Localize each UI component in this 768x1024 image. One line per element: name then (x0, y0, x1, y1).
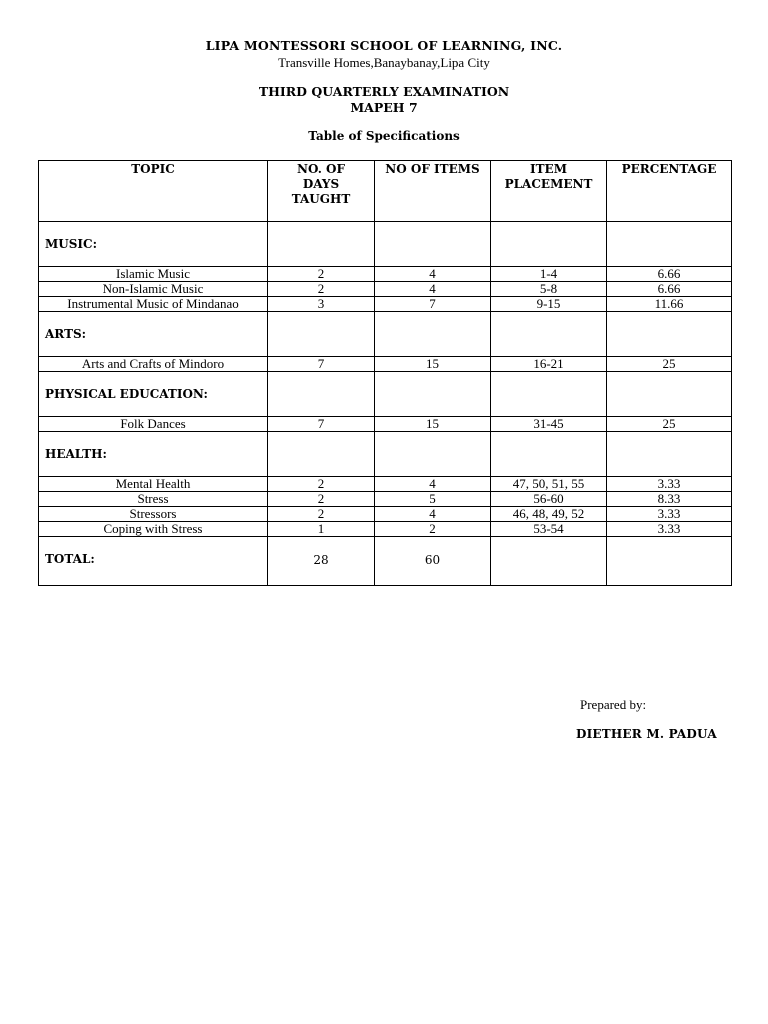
header-days-taught (268, 161, 375, 222)
category-label: MUSIC: (39, 222, 268, 267)
days-cell: 2 (268, 282, 375, 297)
category-row (39, 312, 732, 357)
items-cell: 15 (375, 357, 491, 372)
percentage-cell: 3.33 (607, 522, 732, 537)
items-cell: 2 (375, 522, 491, 537)
days-cell: 2 (268, 507, 375, 522)
header-percentage: PERCENTAGE (607, 161, 732, 222)
placement-cell: 53-54 (491, 522, 607, 537)
table-row (39, 492, 732, 507)
total-label: TOTAL: (39, 537, 268, 586)
days-cell: 1 (268, 522, 375, 537)
topic-cell: Stressors (39, 507, 268, 522)
header-item-placement (491, 161, 607, 222)
total-row (39, 537, 732, 586)
topic-cell: Mental Health (39, 477, 268, 492)
table-row (39, 477, 732, 492)
items-cell: 4 (375, 267, 491, 282)
topic-cell: Non-Islamic Music (39, 282, 268, 297)
category-row (39, 222, 732, 267)
table-header-row (39, 161, 732, 222)
table-row (39, 417, 732, 432)
category-label: ARTS: (39, 312, 268, 357)
topic-cell: Coping with Stress (39, 522, 268, 537)
topic-cell: Arts and Crafts of Mindoro (39, 357, 268, 372)
table-row (39, 297, 732, 312)
header-days-line2: DAYS (302, 177, 340, 191)
table-row (39, 507, 732, 522)
header-topic: TOPIC (39, 161, 268, 222)
days-cell: 3 (268, 297, 375, 312)
table-title: Table of Specifications (308, 129, 460, 143)
percentage-cell: 3.33 (607, 507, 732, 522)
school-name: LIPA MONTESSORI SCHOOL OF LEARNING, INC. (205, 38, 563, 53)
items-cell: 4 (375, 507, 491, 522)
percentage-cell: 25 (607, 417, 732, 432)
items-cell: 7 (375, 297, 491, 312)
days-cell: 7 (268, 417, 375, 432)
school-address: Transville Homes,Banaybanay,Lipa City (278, 55, 490, 70)
table-row (39, 267, 732, 282)
specifications-table (38, 160, 732, 586)
placement-cell: 1-4 (491, 267, 607, 282)
topic-cell: Islamic Music (39, 267, 268, 282)
table-row (39, 357, 732, 372)
topic-cell: Folk Dances (39, 417, 268, 432)
prepared-by-label: Prepared by: (580, 697, 647, 712)
total-items: 60 (375, 537, 491, 586)
placement-cell: 5-8 (491, 282, 607, 297)
category-row (39, 432, 732, 477)
days-cell: 2 (268, 477, 375, 492)
exam-subject: MAPEH 7 (350, 100, 418, 115)
total-days: 28 (268, 537, 375, 586)
placement-cell: 16-21 (491, 357, 607, 372)
placement-cell: 47, 50, 51, 55 (491, 477, 607, 492)
exam-title: THIRD QUARTERLY EXAMINATION (258, 84, 510, 99)
placement-cell: 46, 48, 49, 52 (491, 507, 607, 522)
table-row (39, 282, 732, 297)
preparer-name: DIETHER M. PADUA (576, 727, 717, 741)
items-cell: 5 (375, 492, 491, 507)
days-cell: 7 (268, 357, 375, 372)
percentage-cell: 25 (607, 357, 732, 372)
header-days-line1: NO. OF (296, 162, 346, 176)
days-cell: 2 (268, 492, 375, 507)
header-placement-line1: ITEM (530, 162, 567, 176)
placement-cell: 31-45 (491, 417, 607, 432)
percentage-cell: 6.66 (607, 282, 732, 297)
items-cell: 4 (375, 282, 491, 297)
topic-cell: Stress (39, 492, 268, 507)
header-no-of-items: NO OF ITEMS (375, 161, 491, 222)
items-cell: 15 (375, 417, 491, 432)
percentage-cell: 6.66 (607, 267, 732, 282)
percentage-cell: 8.33 (607, 492, 732, 507)
items-cell: 4 (375, 477, 491, 492)
header-days-line3: TAUGHT (291, 192, 351, 206)
table-row (39, 522, 732, 537)
days-cell: 2 (268, 267, 375, 282)
placement-cell: 56-60 (491, 492, 607, 507)
percentage-cell: 3.33 (607, 477, 732, 492)
topic-cell: Instrumental Music of Mindanao (39, 297, 268, 312)
percentage-cell: 11.66 (607, 297, 732, 312)
placement-cell: 9-15 (491, 297, 607, 312)
header-placement-line2: PLACEMENT (504, 177, 593, 191)
category-label: HEALTH: (39, 432, 268, 477)
category-row (39, 372, 732, 417)
category-label: PHYSICAL EDUCATION: (39, 372, 268, 417)
